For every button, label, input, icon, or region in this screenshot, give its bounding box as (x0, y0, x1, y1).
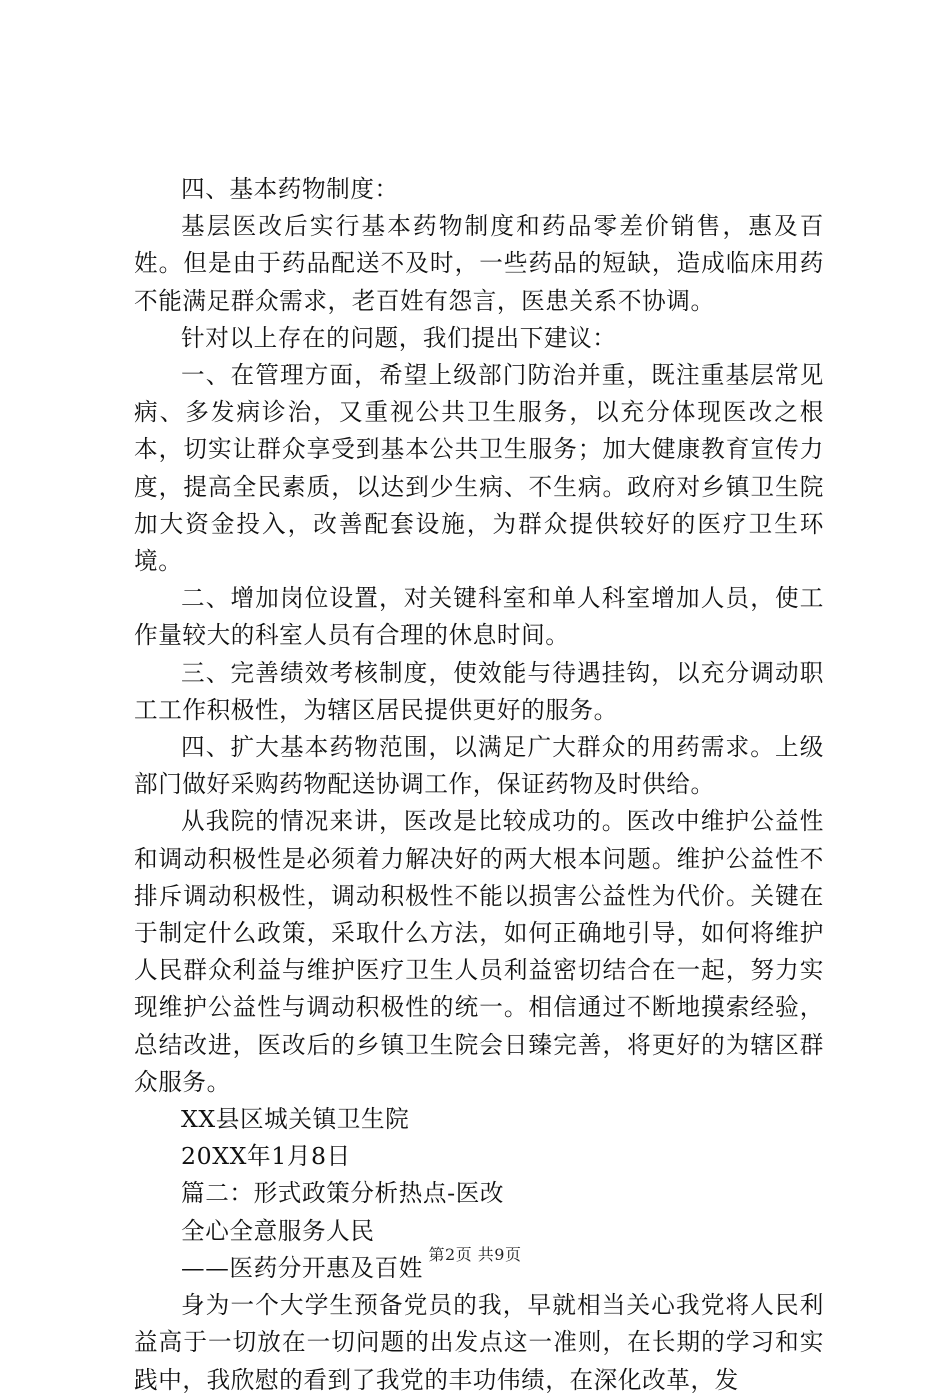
paragraph-suggestion-1: 一、在管理方面，希望上级部门防治并重，既注重基层常见病、多发病诊治，又重视公共卫生服务，以充分体现医改之根本，切实让群众享受到基本公共卫生服务；加大健康教育宣传力度，提高全民素质，以达到少生病、不生病。政府对乡镇卫生院加大资金投入，改善配套设施，为群众提供较好的医疗卫生环境。 (134, 361, 824, 576)
section2-body-paragraph: 身为一个大学生预备党员的我，早就相当关心我党将人民利益高于一切放在一切问题的出发点这一准则，在长期的学习和实践中，我欣慰的看到了我党的丰功伟绩，在深化改革，发 (134, 1291, 824, 1394)
paragraph-conclusion: 从我院的情况来讲，医改是比较成功的。医改中维护公益性和调动积极性是必须着力解决好的两大根本问题。维护公益性不排斥调动积极性，调动积极性不能以损害公益性为代价。关键在于制定什么政策，采取什么方法，如何正确地引导，如何将维护人民群众利益与维护医疗卫生人员利益密切结合在一起，努力实现维护公益性与调动积极性的统一。相信通过不断地摸索经验，总结改进，医改后的乡镇卫生院会日臻完善，将更好的为辖区群众服务。 (134, 807, 824, 1096)
section2-title: 全心全意服务人民 (181, 1216, 375, 1245)
section2-subtitle: ——医药分开惠及百姓 (181, 1253, 423, 1282)
paragraph-suggestion-3: 三、完善绩效考核制度，使效能与待遇挂钩，以充分调动职工工作积极性，为辖区居民提供更好的服务。 (134, 658, 824, 724)
paragraph-suggestion-2: 二、增加岗位设置，对关键科室和单人科室增加人员，使工作量较大的科室人员有合理的休息时间。 (134, 584, 824, 650)
signature-date: 20XX年1月8日 (181, 1142, 351, 1171)
paragraph-suggestions-intro: 针对以上存在的问题，我们提出下建议： (181, 323, 617, 352)
section-heading-basic-drug-system: 四、基本药物制度： (181, 175, 399, 203)
section2-heading: 篇二：形式政策分析热点-医改 (181, 1179, 505, 1208)
paragraph-suggestion-4: 四、扩大基本药物范围，以满足广大群众的用药需求。上级部门做好采购药物配送协调工作，保证药物及时供给。 (134, 733, 824, 799)
paragraph-basic-drug-system: 基层医改后实行基本药物制度和药品零差价销售，惠及百姓。但是由于药品配送不及时，一些药品的短缺，造成临床用药不能满足群众需求，老百姓有怨言，医患关系不协调。 (134, 212, 824, 315)
document-body (134, 171, 824, 1399)
page-number-footer: 第2页 共9页 (428, 1245, 522, 1264)
signature-organization: XX县区城关镇卫生院 (181, 1105, 410, 1134)
